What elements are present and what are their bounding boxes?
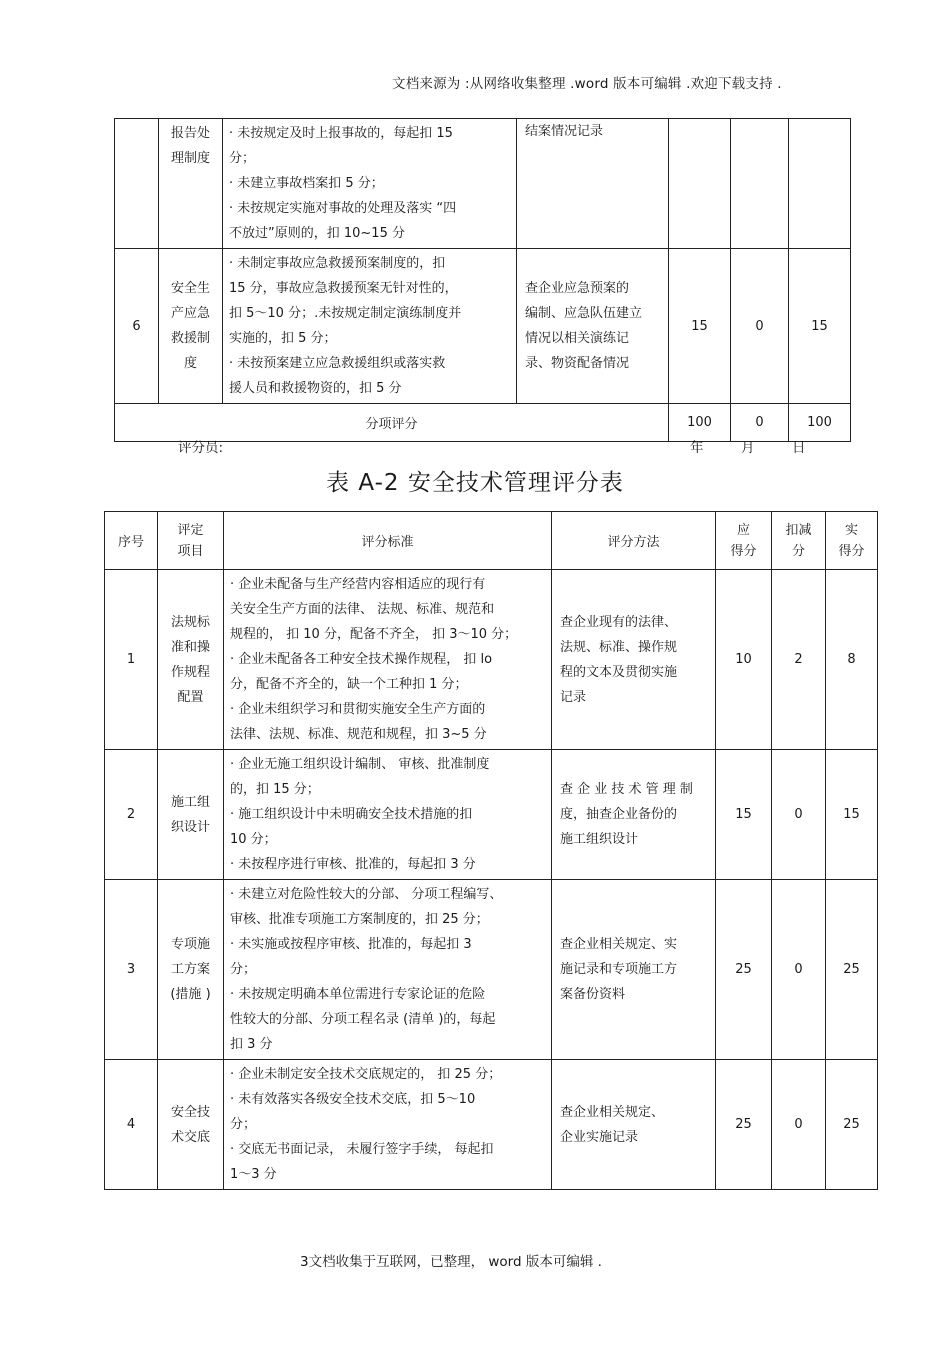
row-number: 3 (105, 880, 158, 1060)
header-actual: 实 得分 (826, 512, 878, 570)
should-score: 25 (716, 1060, 772, 1190)
should-score: 25 (716, 880, 772, 1060)
evaluation-item: 专项施 工方案 (措施 ) (158, 880, 224, 1060)
table-row (115, 119, 851, 249)
scoring-method: 查企业现有的法律、 法规、标准、操作规 程的文本及贯彻实施 记录 (552, 570, 716, 750)
evaluation-item: 法规标 准和操 作规程 配置 (158, 570, 224, 750)
header-should: 应 得分 (716, 512, 772, 570)
evaluation-item: 安全生 产应急 救援制 度 (159, 249, 223, 404)
row-number (115, 119, 159, 249)
deduct-score: 0 (772, 1060, 826, 1190)
should-score: 15 (669, 249, 731, 404)
table-a2 (104, 511, 878, 1190)
evaluation-item: 报告处 理制度 (159, 119, 223, 249)
deduct-score: 2 (772, 570, 826, 750)
table-a1-continued (114, 118, 851, 442)
evaluation-item: 安全技 术交底 (158, 1060, 224, 1190)
scoring-criteria: · 未建立对危险性较大的分部、 分项工程编写、 审核、批准专项施工方案制度的，扣 25 分； · 未实施或按程序审核、批准的，每起扣 3 分； · 未按规定明确本单位需进行专家论证的危险 性较大的分部、分项工程名录 (清单 )的，每起 扣 3 分 (224, 880, 552, 1060)
deduct-score: 0 (772, 750, 826, 880)
header-item: 评定 项目 (158, 512, 224, 570)
scoring-criteria: · 企业无施工组织设计编制、 审核、批准制度 的，扣 15 分； · 施工组织设计中未明确安全技术措施的扣 10 分； · 未按程序进行审核、批准的，每起扣 3 分 (224, 750, 552, 880)
header-criteria: 评分标准 (224, 512, 552, 570)
deduct-score: 0 (731, 249, 789, 404)
actual-score: 8 (826, 570, 878, 750)
scorer-label: 评分员: (178, 440, 224, 456)
scoring-method: 结案情况记录 (517, 119, 669, 249)
page-header-note: 文档来源为 :从网络收集整理 .word 版本可编辑 .欢迎下载支持 . (392, 76, 782, 92)
should-score: 10 (716, 570, 772, 750)
subtotal-actual: 100 (789, 404, 851, 442)
scoring-criteria: · 企业未配备与生产经营内容相适应的现行有 关安全生产方面的法律、 法规、标准、规范和 规程的， 扣 10 分，配备不齐全， 扣 3～10 分； · 企业未配备各工种安全技术操作规程， 扣 lo 分，配备不齐全的，缺一个工种扣 1 分； · 企业未组织学习和贯彻实施安全生产方面的 法律、法规、标准、规范和规程，扣 3~5 分 (224, 570, 552, 750)
scoring-method: 查企业相关规定、实 施记录和专项施工方 案备份资料 (552, 880, 716, 1060)
row-number: 1 (105, 570, 158, 750)
actual-score: 25 (826, 1060, 878, 1190)
table-title: 表 A-2 安全技术管理评分表 (326, 470, 624, 496)
table-header-row (105, 512, 878, 570)
header-no: 序号 (105, 512, 158, 570)
subtotal-should: 100 (669, 404, 731, 442)
actual-score: 25 (826, 880, 878, 1060)
year-label: 年 (690, 440, 704, 456)
scoring-criteria: · 未按规定及时上报事故的，每起扣 15 分； · 未建立事故档案扣 5 分； · 未按规定实施对事故的处理及落实 “四 不放过”原则的，扣 10~15 分 (223, 119, 517, 249)
should-score (669, 119, 731, 249)
row-number: 4 (105, 1060, 158, 1190)
deduct-score (731, 119, 789, 249)
subtotal-deduct: 0 (731, 404, 789, 442)
subtotal-label: 分项评分 (115, 404, 669, 442)
table-row (115, 249, 851, 404)
actual-score: 15 (826, 750, 878, 880)
scoring-criteria: · 企业未制定安全技术交底规定的， 扣 25 分； · 未有效落实各级安全技术交底，扣 5～10 分； · 交底无书面记录， 未履行签字手续， 每起扣 1～3 分 (224, 1060, 552, 1190)
scoring-method: 查企业应急预案的 编制、应急队伍建立 情况以相关演练记 录、物资配备情况 (517, 249, 669, 404)
day-label: 日 (792, 440, 806, 456)
actual-score (789, 119, 851, 249)
actual-score: 15 (789, 249, 851, 404)
month-label: 月 (741, 440, 755, 456)
table-row (105, 880, 878, 1060)
header-method: 评分方法 (552, 512, 716, 570)
table-row (105, 750, 878, 880)
table-row (105, 1060, 878, 1190)
scoring-method: 查企业相关规定、 企业实施记录 (552, 1060, 716, 1190)
header-deduct: 扣减 分 (772, 512, 826, 570)
row-number: 6 (115, 249, 159, 404)
should-score: 15 (716, 750, 772, 880)
scoring-criteria: · 未制定事故应急救援预案制度的，扣 15 分，事故应急救援预案无针对性的， 扣 5～10 分；.未按规定制定演练制度并 实施的，扣 5 分； · 未按预案建立应急救援组织或落实救 援人员和救援物资的，扣 5 分 (223, 249, 517, 404)
table-row (105, 570, 878, 750)
evaluation-item: 施工组 织设计 (158, 750, 224, 880)
deduct-score: 0 (772, 880, 826, 1060)
page-footer-note: 3文档收集于互联网，已整理， word 版本可编辑 . (300, 1254, 602, 1270)
row-number: 2 (105, 750, 158, 880)
scoring-method: 查 企 业 技 术 管 理 制 度，抽查企业备份的 施工组织设计 (552, 750, 716, 880)
